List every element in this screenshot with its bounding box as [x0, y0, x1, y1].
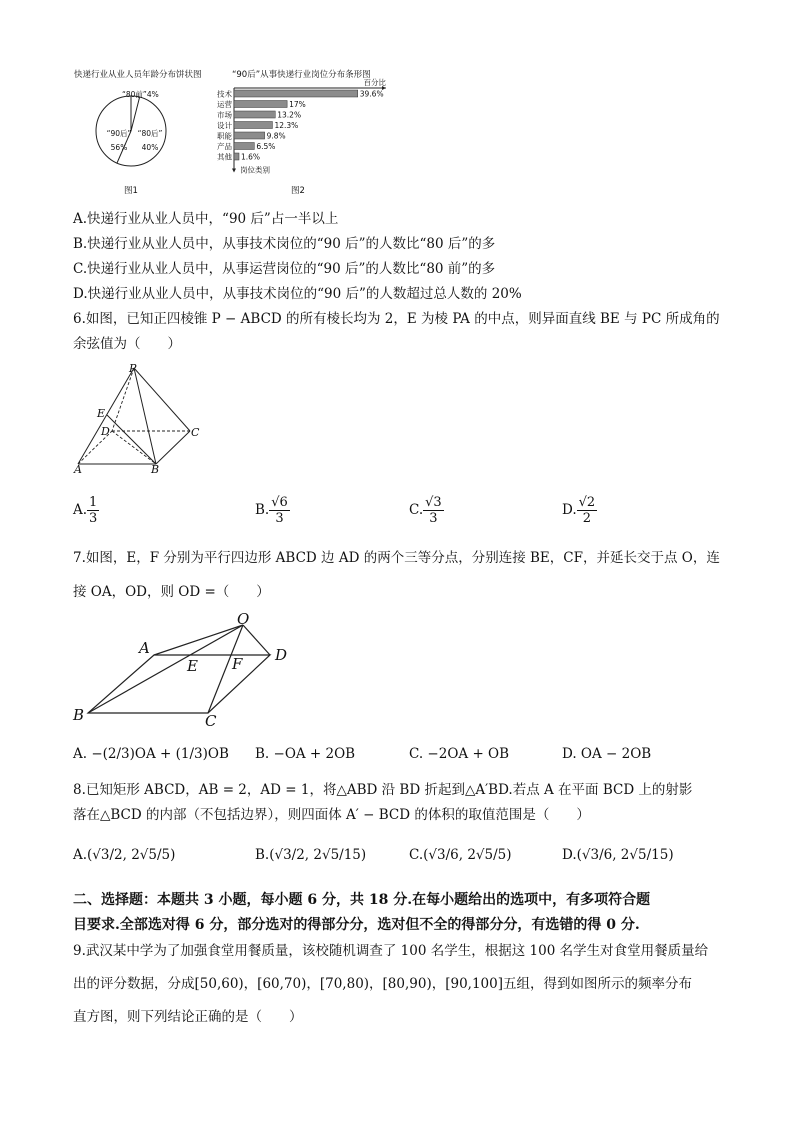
- category-label-2: 市场: [217, 110, 232, 120]
- para-label-B: B: [73, 706, 85, 724]
- value-label-0: 39.6%: [359, 89, 384, 99]
- value-label-6: 1.6%: [241, 152, 261, 162]
- figure1-title: 快递行业从业人员年龄分布饼状图: [74, 70, 202, 80]
- q6-stem-line1: 6.如图，已知正四棱锥 P − ABCD 的所有棱长均为 2，E 为棱 PA 的中点，则异面直线 BE 与 PC 所成角的: [73, 311, 720, 327]
- category-label-0: 技术: [217, 89, 232, 99]
- bar-4: [234, 132, 265, 139]
- para-label-A: A: [139, 639, 150, 657]
- line-OD: [243, 625, 270, 655]
- x-axis-label: 百分比: [363, 78, 386, 87]
- y-axis-arrow: [232, 169, 236, 173]
- value-label-1: 17%: [289, 100, 306, 109]
- bar-0: [234, 90, 358, 97]
- category-label-4: 职能: [217, 131, 232, 141]
- value-label-2: 13.2%: [277, 110, 302, 120]
- category-label-6: 其他: [217, 152, 232, 162]
- q6-stem-line2: 余弦值为（ ）: [73, 336, 181, 352]
- q8-option-d[interactable]: D.(√3/6, 2√5/15): [562, 847, 674, 863]
- bar-3: [234, 122, 272, 129]
- value-label-4: 9.8%: [266, 131, 286, 141]
- value-label-5: 6.5%: [256, 142, 276, 151]
- segment-EB: [107, 415, 156, 464]
- category-label-1: 运营: [217, 100, 232, 109]
- pie-divider-80front: [131, 97, 140, 131]
- q8-option-b[interactable]: B.(√3/2, 2√5/15): [255, 847, 367, 863]
- para-label-D: D: [275, 646, 288, 664]
- edge-PC: [134, 368, 190, 431]
- q9-stem-line1: 9.武汉某中学为了加强食堂用餐质量，该校随机调查了 100 名学生，根据这 100 名学生对食堂用餐质量给: [73, 943, 709, 959]
- bar-1: [234, 101, 287, 108]
- parallelogram-ABCD: [88, 655, 270, 713]
- q8-option-a[interactable]: A.(√3/2, 2√5/5): [73, 847, 176, 863]
- pyramid-label-P: P: [129, 362, 137, 375]
- y-axis-label: 岗位类别: [240, 165, 270, 175]
- bar-2: [234, 111, 275, 118]
- edge-PA: [78, 368, 134, 464]
- q7-stem-line2: 接 OA，OD，则 OD =（ ）: [73, 584, 270, 600]
- bar-6: [234, 153, 239, 160]
- q6-option-d[interactable]: D. $\frac{√2}{2}$: [562, 495, 596, 526]
- pie-label-90after: “90后” 56%: [106, 129, 132, 152]
- pyramid-label-E: E: [97, 407, 106, 420]
- q7-stem-line1: 7.如图，E，F 分别为平行四边形 ABCD 边 AD 的两个三等分点，分别连接 BE，CF，并延长交于点 O，连: [73, 550, 720, 566]
- pyramid-label-A: A: [74, 463, 82, 476]
- figure1-caption: 图1: [124, 186, 138, 196]
- q7-option-a[interactable]: A. −(2/3)OA + (1/3)OB: [73, 746, 229, 762]
- pie-label-80front: “80前”4%: [122, 90, 159, 99]
- q5-option-c[interactable]: C.快递行业从业人员中，从事运营岗位的“90 后”的人数比“80 前”的多: [73, 261, 496, 277]
- pie-label-80after: “80后” 40%: [137, 129, 163, 152]
- q5-option-b[interactable]: B.快递行业从业人员中，从事技术岗位的“90 后”的人数比“80 后”的多: [73, 236, 496, 252]
- category-label-3: 设计: [217, 121, 232, 130]
- figure2-title: “90后”从事快递行业岗位分布条形图: [232, 70, 371, 80]
- pyramid-figure: [70, 360, 210, 476]
- q6-option-c[interactable]: C. $\frac{√3}{3}$: [409, 495, 442, 526]
- section2-heading-line1: 二、选择题：本题共 3 小题，每小题 6 分，共 18 分.在每小题给出的选项中，有多项符合题: [73, 892, 651, 908]
- q5-option-a[interactable]: A.快递行业从业人员中，“90 后”占一半以上: [73, 211, 339, 227]
- para-label-E: E: [187, 657, 198, 675]
- q7-option-c[interactable]: C. −2OA + OB: [409, 746, 510, 762]
- pyramid-label-D: D: [101, 425, 110, 438]
- value-label-3: 12.3%: [274, 121, 299, 130]
- edge-BC: [156, 431, 190, 464]
- q6-option-a[interactable]: A. $\frac{1}{3}$: [73, 495, 98, 526]
- q9-stem-line3: 直方图，则下列结论正确的是（ ）: [73, 1009, 303, 1025]
- q8-stem-line1: 8.已知矩形 ABCD，AB = 2，AD = 1，将△ABD 沿 BD 折起到△A′BD.若点 A 在平面 BCD 上的射影: [73, 782, 693, 798]
- pyramid-label-C: C: [191, 426, 200, 439]
- q7-option-b[interactable]: B. −OA + 2OB: [255, 746, 356, 762]
- q9-stem-line2: 出的评分数据，分成[50,60)，[60,70)，[70,80)，[80,90)，[90,100]五组，得到如图所示的频率分布: [73, 976, 692, 992]
- parallelogram-figure: [80, 615, 290, 733]
- q8-option-c[interactable]: C.(√3/6, 2√5/5): [409, 847, 512, 863]
- line-BO: [88, 625, 243, 713]
- bar-5: [234, 143, 254, 150]
- para-label-C: C: [205, 712, 217, 730]
- category-label-5: 产品: [217, 142, 232, 151]
- section2-heading-line2: 目要求.全部选对得 6 分，部分选对的得部分分，选对但不全的得部分分，有选错的得 0 分.: [73, 917, 640, 933]
- figure2-caption: 图2: [291, 186, 305, 196]
- q5-option-d[interactable]: D.快递行业从业人员中，从事技术岗位的“90 后”的人数超过总人数的 20%: [73, 286, 522, 302]
- q6-option-b[interactable]: B. $\frac{√6}{3}$: [255, 495, 288, 526]
- pyramid-label-B: B: [151, 463, 160, 476]
- bar-chart: [210, 78, 390, 182]
- q7-option-d[interactable]: D. OA − 2OB: [562, 746, 652, 762]
- para-label-O: O: [237, 610, 250, 628]
- para-label-F: F: [232, 655, 243, 673]
- q8-stem-line2: 落在△BCD 的内部（不包括边界），则四面体 A′ − BCD 的体积的取值范围是（ ）: [73, 807, 590, 823]
